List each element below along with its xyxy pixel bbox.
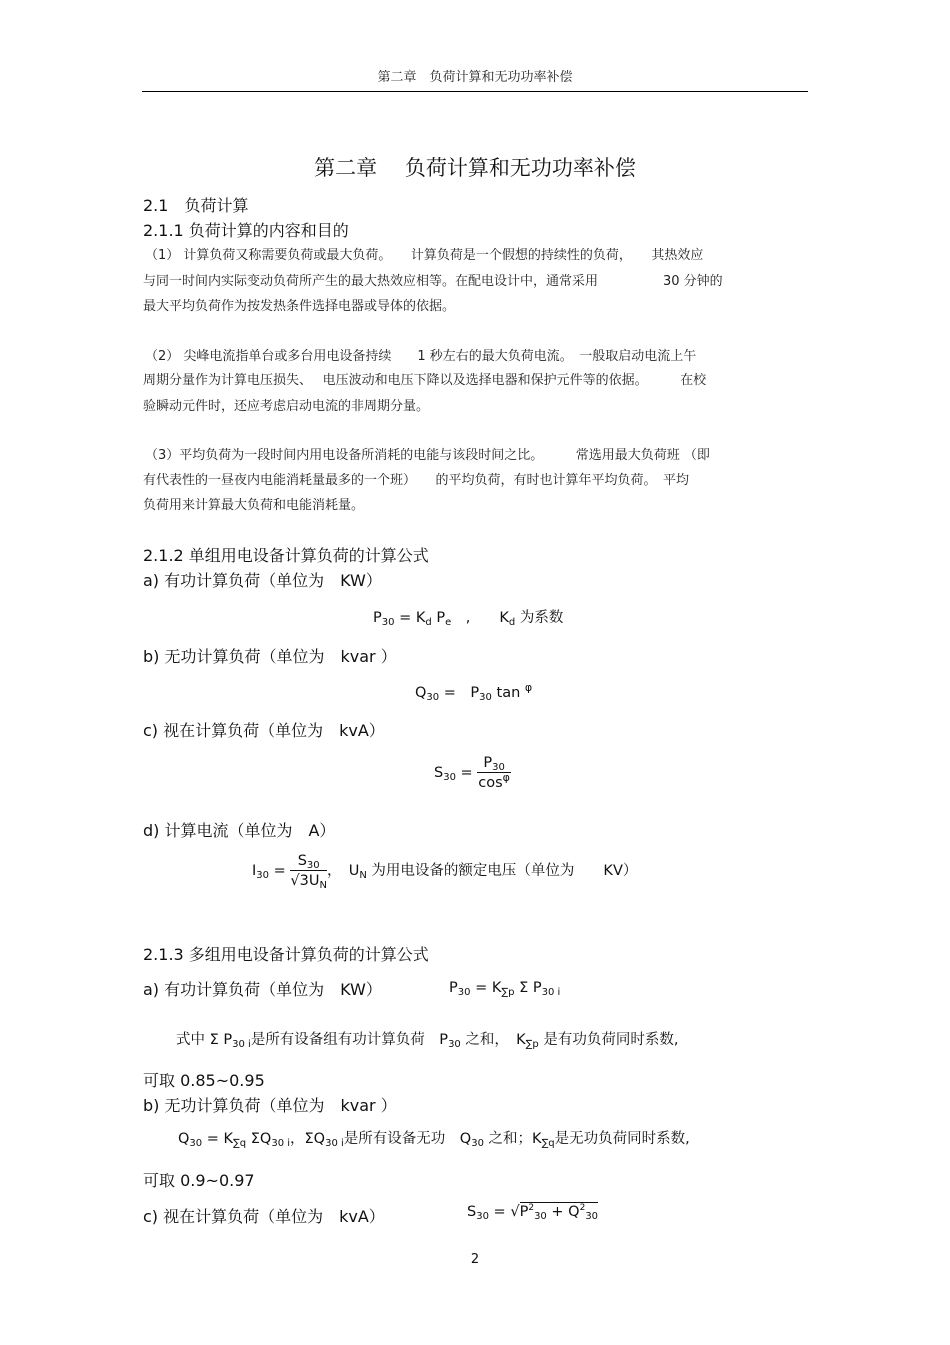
coef-range-1: 可取 0.85~0.95 [143, 1071, 265, 1090]
para1-line3: 最大平均负荷作为按发热条件选择电器或导体的依据。 [143, 299, 456, 314]
section-2-1-2: 2.1.2 单组用电设备计算负荷的计算公式 [143, 546, 429, 565]
formula-multi-s30: $S_{30} = √P^2_{30} + Q^2_{30}$ [467, 1203, 599, 1222]
formula-q30: $Q_{30}$ = $P_{30}$ tan $^\varphi$ [415, 681, 533, 703]
multi-p30-note: 式中 Σ $P_{30 i}$是所有设备组有功计算负荷 $P_{30}$ 之和， $K_{\sum p}$ 是有功负荷同时系数, [176, 1032, 679, 1050]
section-2-1-3: 2.1.3 多组用电设备计算负荷的计算公式 [143, 945, 429, 964]
para2-line1: （2） 尖峰电流指单台或多台用电设备持续 1 秒左右的最大负荷电流。 一般取启动电流上午 [145, 349, 697, 364]
item-c-apparent-load: c) 视在计算负荷（单位为 kvA） [143, 721, 385, 740]
para2-line3: 验瞬动元件时，还应考虑启动电流的非周期分量。 [143, 399, 430, 414]
formula-p30: $P_{30} = K_d$ $P_e$ , $K_d$ 为系数 [373, 610, 564, 628]
item-a-multi-active: a) 有功计算负荷（单位为 KW） [143, 980, 382, 999]
para1-line1: （1） 计算负荷又称需要负荷或最大负荷。 计算负荷是一个假想的持续性的负荷， 其热效应 [145, 248, 704, 263]
item-c-multi-apparent: c) 视在计算负荷（单位为 kvA） [143, 1207, 385, 1226]
page-number: 2 [470, 1252, 480, 1267]
sqrt-icon: √ [510, 1204, 520, 1220]
item-b-multi-reactive: b) 无功计算负荷（单位为 kvar ） [143, 1096, 397, 1115]
item-b-reactive-load: b) 无功计算负荷（单位为 kvar ） [143, 647, 397, 666]
formula-multi-p30: $P_{30} = K_{\sum p}$ Σ $P_{30 i}$ [449, 980, 561, 998]
chapter-title: 第二章 负荷计算和无功功率补偿 [314, 156, 636, 180]
formula-s30: $S_{30}$ = $\frac{P_{30}}{\cos^\varphi}$ [434, 755, 510, 791]
header-rule [142, 91, 808, 92]
para3-line2: 有代表性的一昼夜内电能消耗量最多的一个班） 的平均负荷，有时也计算年平均负荷。 平均 [143, 473, 690, 488]
item-d-current: d) 计算电流（单位为 A） [143, 821, 336, 840]
section-2-1: 2.1 负荷计算 [143, 196, 249, 215]
formula-i30: $I_{30}$ = $\frac{S_{30}}{√3U_N}$ ， $U_N$ 为用电设备的额定电压（单位为 KV） [252, 853, 638, 891]
para3-line1: （3）平均负荷为一段时间内用电设备所消耗的电能与该段时间之比。 常选用最大负荷班 （即 [145, 448, 710, 463]
coef-range-2: 可取 0.9~0.97 [143, 1171, 255, 1190]
running-header: 第二章 负荷计算和无功功率补偿 [377, 70, 573, 85]
section-2-1-1: 2.1.1 负荷计算的内容和目的 [143, 221, 349, 240]
item-a-active-load: a) 有功计算负荷（单位为 KW） [143, 571, 382, 590]
formula-multi-q30: $Q_{30} = K_{\sum q}$ $\Sigma Q_{30 i}$，$\Sigma Q_{30 i}$是所有设备无功 $Q_{30}$ 之和；$K_{\sum q}$是无功负荷同时系数, [178, 1131, 690, 1149]
para2-line2: 周期分量作为计算电压损失、 电压波动和电压下降以及选择电器和保护元件等的依据。 在校 [143, 373, 707, 388]
para1-line2: 与同一时间内实际变动负荷所产生的最大热效应相等。在配电设计中，通常采用 30 分钟的 [143, 274, 723, 289]
sqrt-icon: √ [290, 873, 300, 889]
para3-line3: 负荷用来计算最大负荷和电能消耗量。 [143, 498, 365, 513]
